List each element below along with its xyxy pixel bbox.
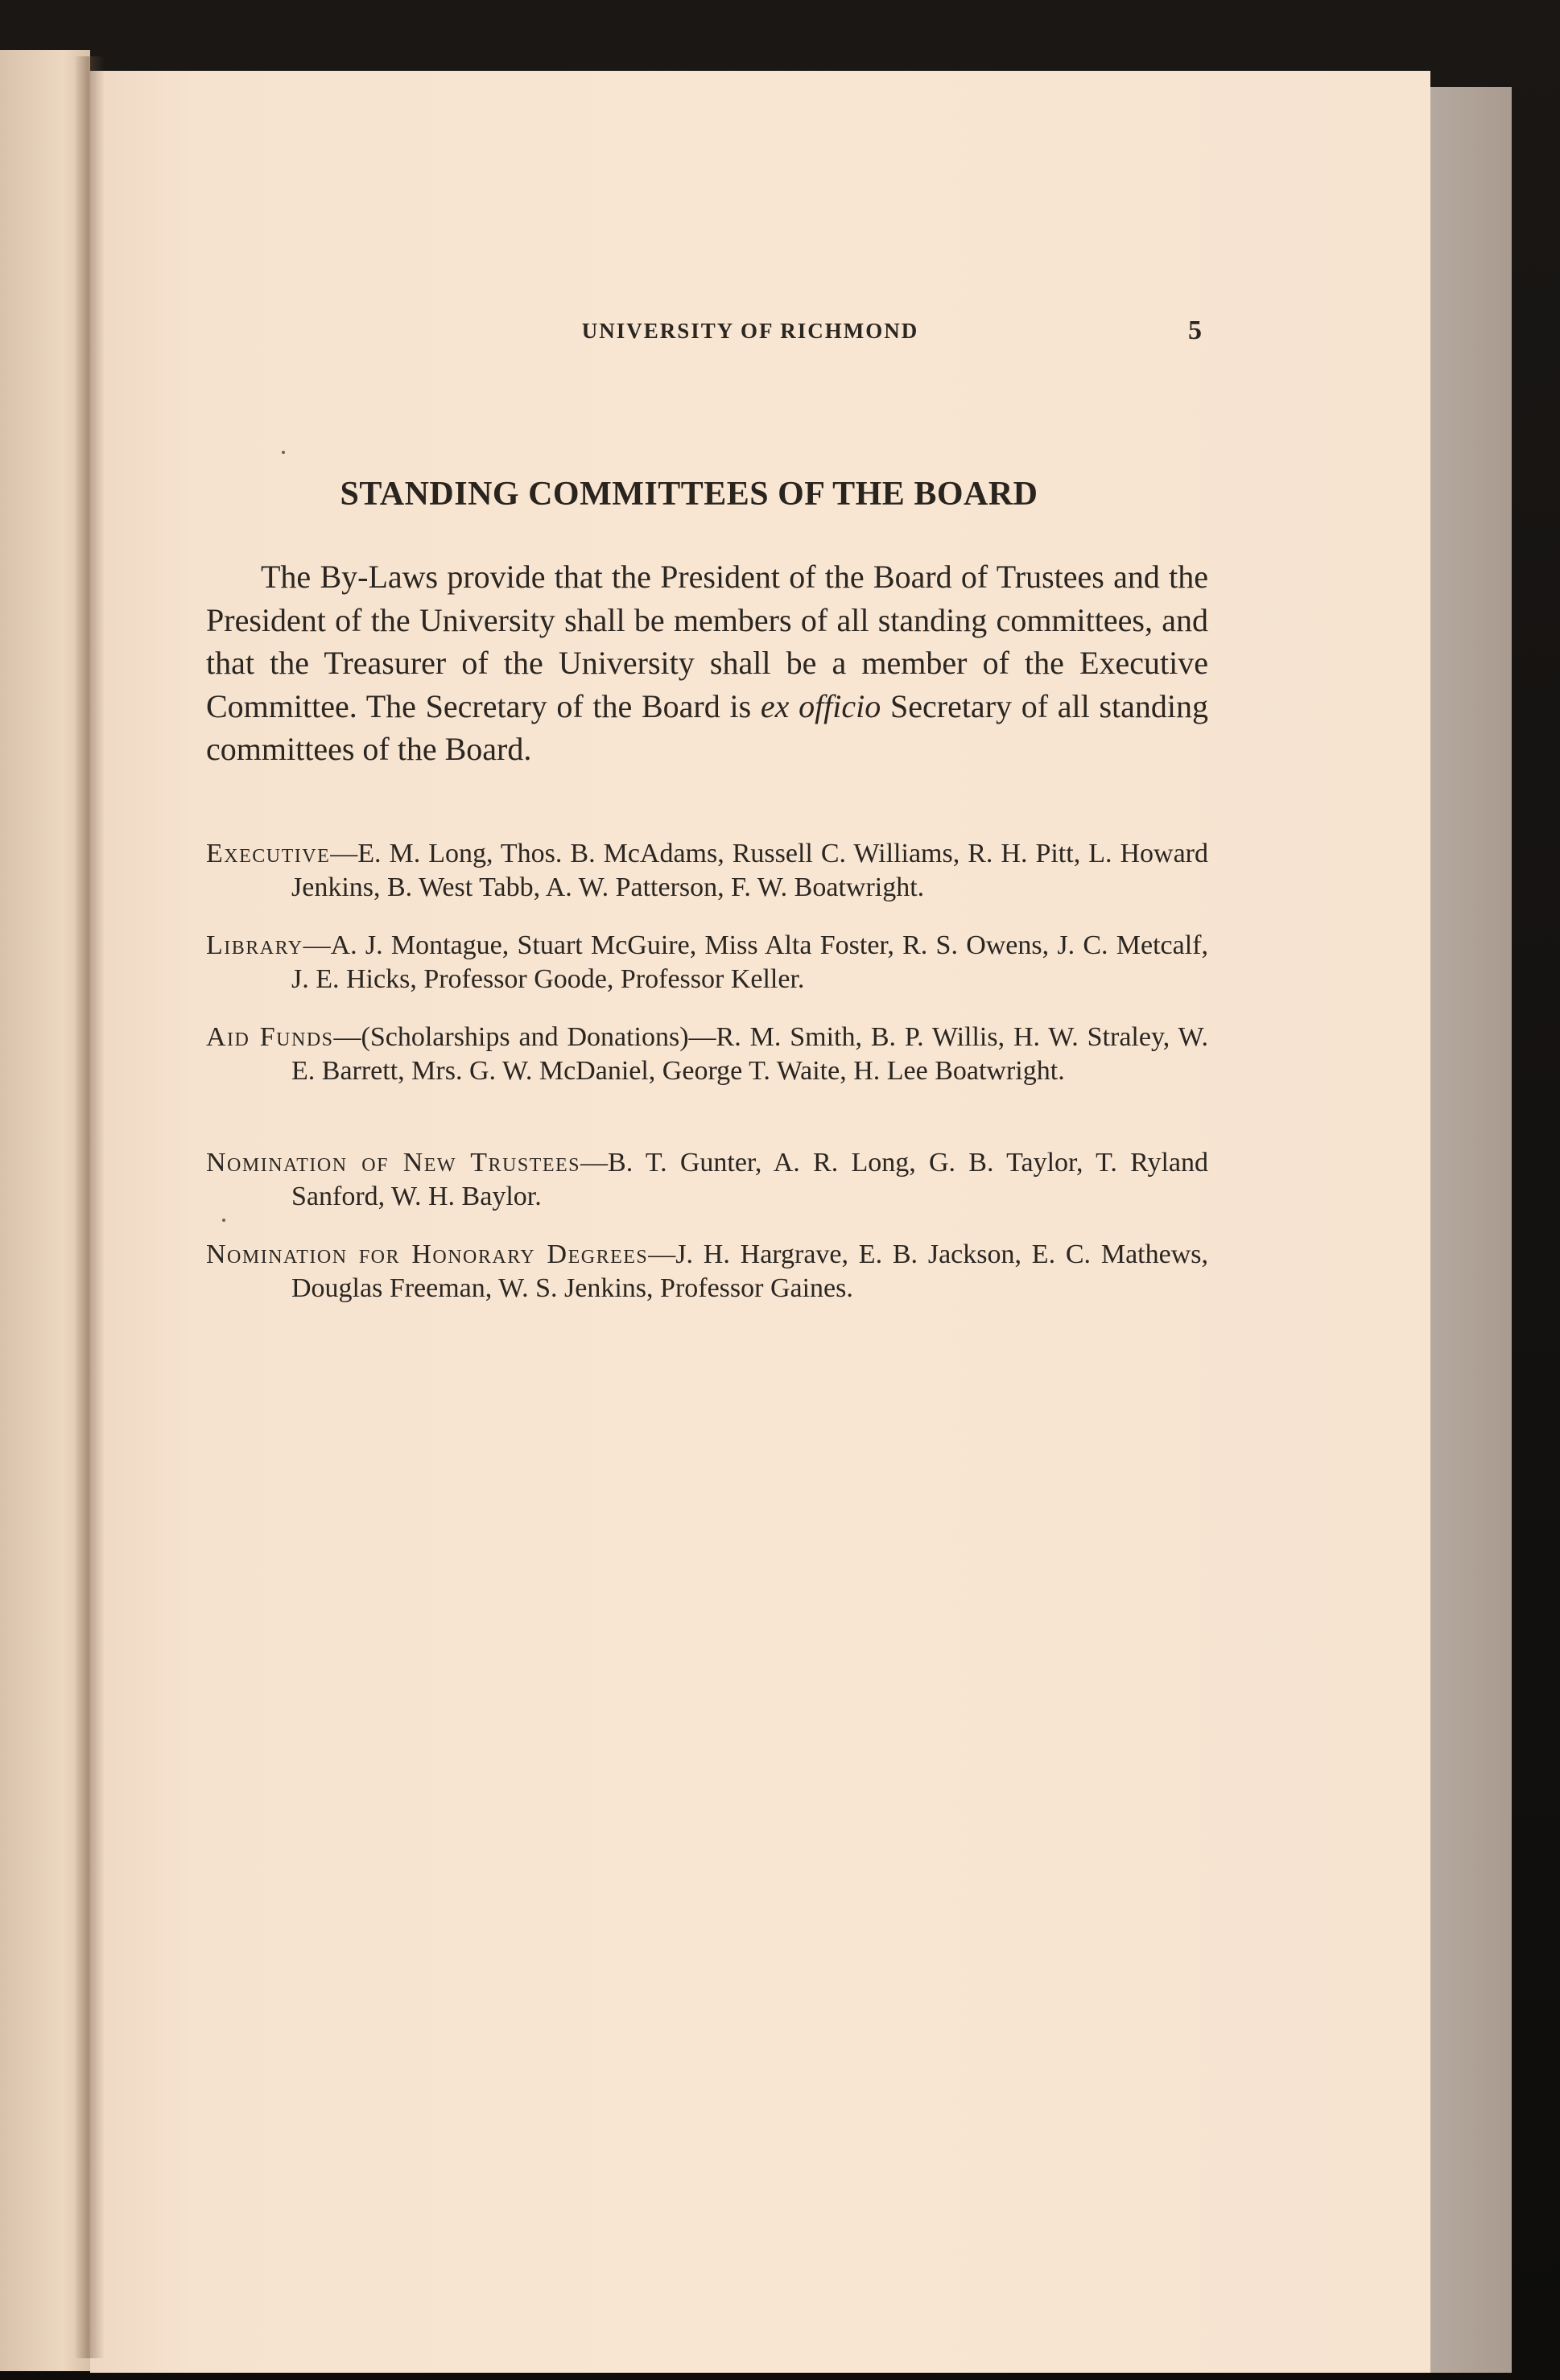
committee-name: Aid Funds [206,1022,334,1052]
intro-paragraph [206,555,1208,771]
committee-members: —E. M. Long, Thos. B. McAdams, Russell C. Williams, R. H. Pitt, L. Howard Jenkins, B. West Tabb, A. W. Patterson, F. W. Boatwright. [291,839,1208,902]
committee-entry-aid-funds [206,1021,1208,1087]
committee-members: —J. H. Hargrave, E. B. Jackson, E. C. Mathews, Douglas Freeman, W. S. Jenkins, Professor Gaines. [291,1239,1208,1303]
committee-entry-nomination-honorary-degrees [206,1238,1208,1305]
committee-members: —B. T. Gunter, A. R. Long, G. B. Taylor, T. Ryland Sanford, W. H. Baylor. [291,1148,1208,1211]
page-title: STANDING COMMITTEES OF THE BOARD [340,476,1038,513]
committee-members: —(Scholarships and Donations)—R. M. Smith, B. P. Willis, H. W. Straley, W. E. Barrett, Mrs. G. W. McDaniel, George T. Waite, H. Lee Boatwright. [291,1022,1208,1086]
paper-speck [222,1219,225,1222]
committee-name: Nomination of New Trustees [206,1148,581,1178]
running-header: UNIVERSITY OF RICHMOND [581,319,919,343]
committee-entry-nomination-new-trustees [206,1146,1208,1213]
committee-name: Executive [206,839,331,868]
committee-entry-library [206,929,1208,996]
committee-name: Library [206,930,303,960]
intro-text-part1: The By-Laws provide that the President of the Board of Trustees and the President of the University shall be members of all standing committees, and that the Treasurer of the University shall be a member of the Executive Committee. The Secretary of the Board is [206,559,1208,724]
paper-speck [282,451,285,454]
page-number: 5 [1188,316,1202,345]
page-edge-underneath [1417,87,1512,2373]
spine-shadow [74,56,105,2358]
committee-members: —A. J. Montague, Stuart McGuire, Miss Alta Foster, R. S. Owens, J. C. Metcalf, J. E. Hicks, Professor Goode, Professor Keller. [291,930,1208,994]
document-page [90,71,1430,2373]
committee-name: Nomination for Honorary Degrees [206,1239,649,1269]
committee-entry-executive [206,837,1208,904]
intro-italic-term: ex officio [760,687,881,724]
intro-text-part2: Secretary of all standing committees of the Board. [206,687,1208,767]
